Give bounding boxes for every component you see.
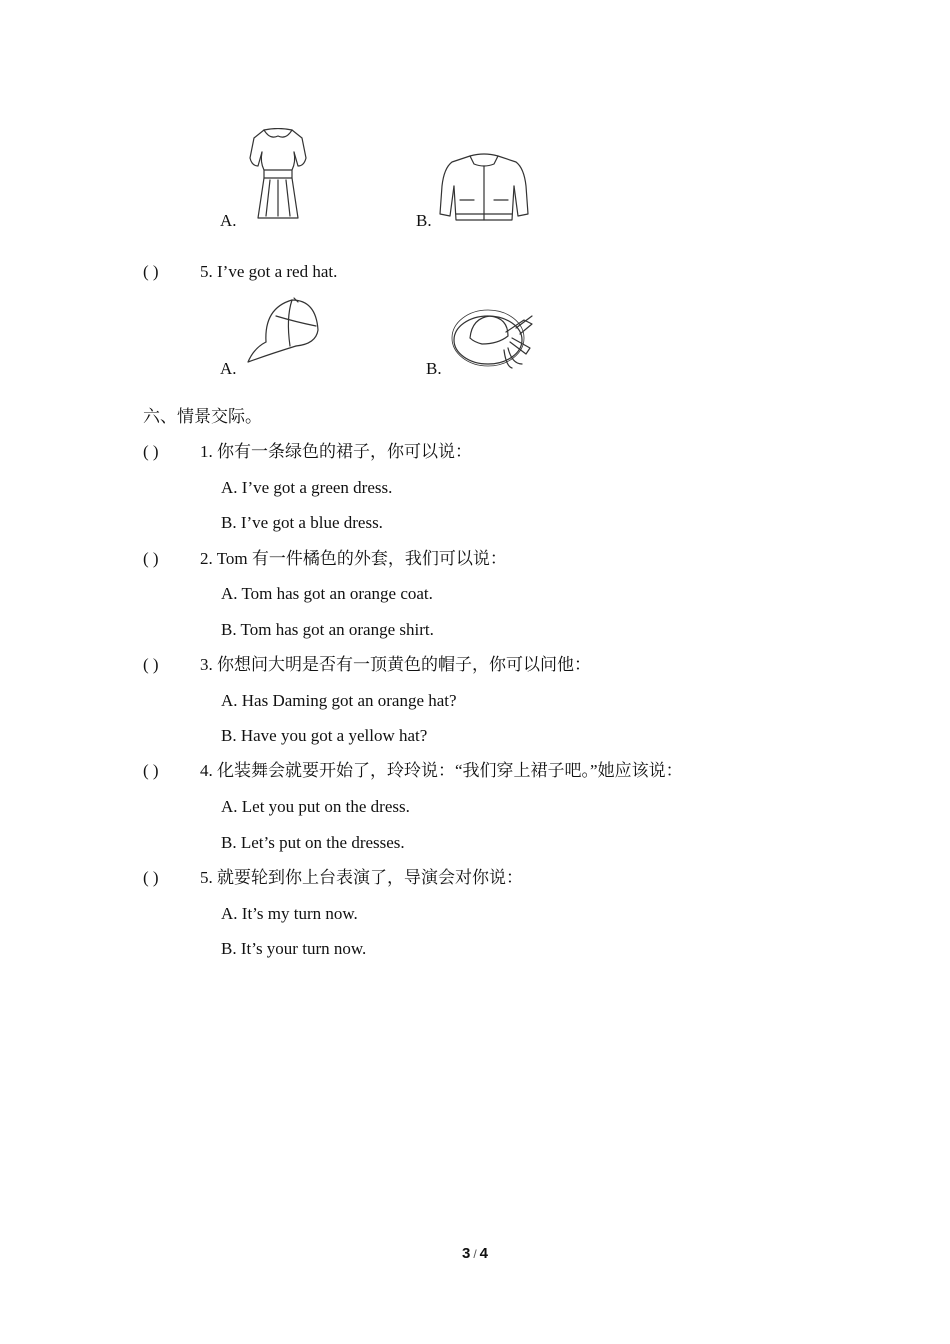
option-b: B. Tom has got an orange shirt. — [221, 620, 434, 639]
answer-blank[interactable]: ( ) — [143, 655, 159, 674]
option-b: B. It’s your turn now. — [221, 939, 367, 958]
dress-icon — [246, 128, 310, 220]
sun-hat-icon — [450, 308, 536, 370]
option-b: B. Have you got a yellow hat? — [221, 726, 428, 745]
cap-icon — [246, 296, 322, 368]
option-a-label: A. — [220, 359, 237, 378]
question-text: 3. 你想问大明是否有一顶黄色的帽子，你可以问他： — [200, 655, 591, 674]
answer-blank[interactable]: ( ) — [143, 262, 159, 281]
answer-blank[interactable]: ( ) — [143, 761, 159, 780]
page-total: 4 — [479, 1245, 489, 1262]
option-a: A. Has Daming got an orange hat? — [221, 691, 457, 710]
question-text: 5. I’ve got a red hat. — [200, 262, 338, 281]
question-text: 2. Tom 有一件橘色的外套，我们可以说： — [200, 549, 507, 568]
option-b-label: B. — [426, 359, 442, 378]
option-a: A. Tom has got an orange coat. — [221, 584, 433, 603]
option-a: A. Let you put on the dress. — [221, 797, 410, 816]
option-b: B. Let’s put on the dresses. — [221, 833, 405, 852]
option-b-label: B. — [416, 211, 432, 230]
jacket-icon — [438, 152, 530, 224]
option-b: B. I’ve got a blue dress. — [221, 513, 383, 532]
option-a-label: A. — [220, 211, 237, 230]
question-text: 1. 你有一条绿色的裙子，你可以说： — [200, 442, 472, 461]
question-text: 4. 化装舞会就要开始了，玲玲说：“我们穿上裙子吧。”她应该说： — [200, 761, 683, 780]
answer-blank[interactable]: ( ) — [143, 442, 159, 461]
option-a: A. It’s my turn now. — [221, 904, 358, 923]
answer-blank[interactable]: ( ) — [143, 549, 159, 568]
page-separator: / — [473, 1247, 477, 1261]
page-number — [0, 1244, 950, 1264]
answer-blank[interactable]: ( ) — [143, 868, 159, 887]
page-current: 3 — [461, 1245, 471, 1262]
question-text: 5. 就要轮到你上台表演了，导演会对你说： — [200, 868, 523, 887]
section-heading: 六、情景交际。 — [143, 407, 262, 426]
option-a: A. I’ve got a green dress. — [221, 478, 393, 497]
